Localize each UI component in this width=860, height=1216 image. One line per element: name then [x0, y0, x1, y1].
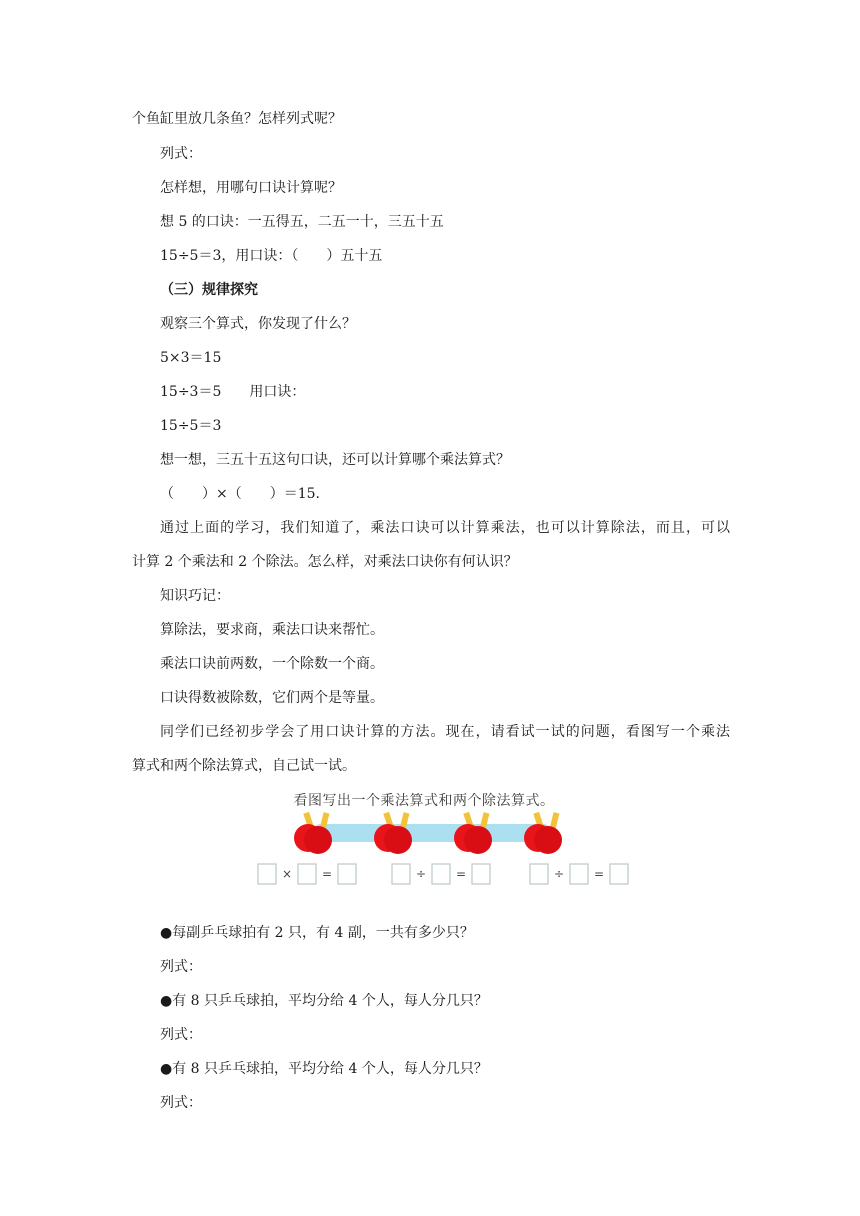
- text-line: （ ）×（ ）＝15.: [160, 486, 320, 502]
- answer-box: [258, 864, 276, 884]
- text-line: 5×3＝15: [160, 350, 222, 366]
- answer-label: 列式：: [160, 959, 202, 975]
- answer-box: [610, 864, 628, 884]
- text-line: 算式和两个除法算式，自己试一试。: [132, 758, 356, 774]
- equals-sign: =: [456, 867, 467, 881]
- text-line: 知识巧记：: [160, 588, 230, 604]
- text-line: 口诀得数被除数，它们两个是等量。: [160, 690, 384, 706]
- text-line: 同学们已经初步学会了用口诀计算的方法。现在，请看试一试的问题，看图写一个乘法: [160, 724, 730, 740]
- text-line: 通过上面的学习，我们知道了，乘法口诀可以计算乘法，也可以计算除法，而且，可以: [160, 520, 730, 536]
- answer-box: [392, 864, 410, 884]
- text-line: 算除法，要求商，乘法口诀来帮忙。: [160, 622, 384, 638]
- answer-label: 列式：: [160, 1095, 202, 1111]
- answer-box: [472, 864, 490, 884]
- ping-pong-paddle-icon: [524, 812, 562, 854]
- text-line: 想 5 的口诀：一五得五，二五一十，三五十五: [160, 214, 444, 230]
- answer-box: [298, 864, 316, 884]
- ping-pong-paddle-icon: [374, 812, 412, 854]
- text-line: 观察三个算式，你发现了什么？: [160, 316, 356, 332]
- text-line: 列式：: [160, 146, 202, 162]
- text-line: 15÷3＝5 用口诀：: [160, 384, 306, 400]
- text-line: 个鱼缸里放几条鱼？怎样列式呢？: [132, 111, 342, 127]
- divide-sign: ÷: [554, 867, 565, 881]
- answer-box: [432, 864, 450, 884]
- text-line: 怎样想，用哪句口诀计算呢？: [160, 180, 342, 196]
- question-item: ●每副乒乓球拍有 2 只，有 4 副，一共有多少只？: [160, 925, 474, 941]
- answer-label: 列式：: [160, 1027, 202, 1043]
- blue-band: [312, 824, 552, 842]
- equals-sign: =: [594, 867, 605, 881]
- ping-pong-figure: [254, 782, 634, 892]
- answer-box: [530, 864, 548, 884]
- divide-sign: ÷: [416, 867, 427, 881]
- figure-illustration: [254, 782, 634, 892]
- question-item: ●有 8 只乒乓球拍，平均分给 4 个人，每人分几只？: [160, 1061, 488, 1077]
- question-item: ●有 8 只乒乓球拍，平均分给 4 个人，每人分几只？: [160, 993, 488, 1009]
- equals-sign: =: [322, 867, 333, 881]
- text-line: 想一想，三五十五这句口诀，还可以计算哪个乘法算式？: [160, 452, 510, 468]
- ping-pong-paddle-icon: [294, 812, 332, 854]
- figure-title: 看图写出一个乘法算式和两个除法算式。: [293, 793, 555, 809]
- ping-pong-paddle-icon: [454, 812, 492, 854]
- answer-box: [570, 864, 588, 884]
- text-line: 15÷5＝3，用口诀：（ ）五十五: [160, 248, 383, 264]
- text-line: 乘法口诀前两数，一个除数一个商。: [160, 656, 384, 672]
- times-sign: ×: [282, 867, 293, 881]
- answer-box: [338, 864, 356, 884]
- text-line: 计算 2 个乘法和 2 个除法。怎么样，对乘法口诀你有何认识？: [132, 554, 518, 570]
- text-line: 15÷5＝3: [160, 418, 222, 434]
- section-heading: （三）规律探究: [160, 282, 258, 298]
